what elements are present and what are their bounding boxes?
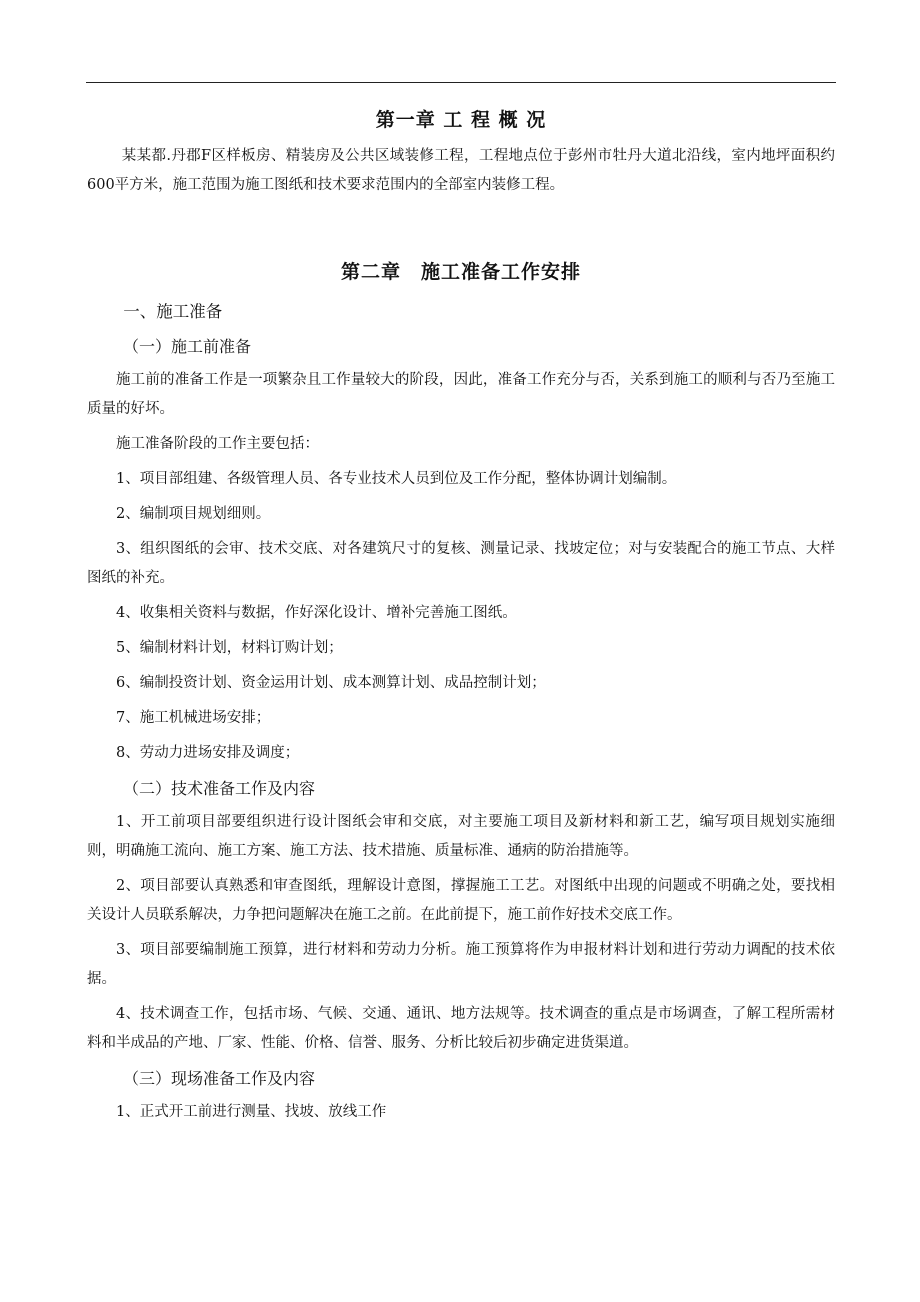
- list-item: 2、编制项目规划细则。: [116, 506, 271, 522]
- document-body: [87, 102, 835, 1133]
- chapter-1-title: 第一章 工 程 概 况: [375, 109, 547, 131]
- subsection-1-intro: 施工前的准备工作是一项繁杂且工作量较大的阶段，因此，准备工作充分与否，关系到施工的顺利与否乃至施工质量的好坏。: [87, 372, 835, 417]
- subsection-3-title: （三）现场准备工作及内容: [123, 1069, 316, 1088]
- list-item: 5、编制材料计划，材料订购计划；: [116, 640, 343, 656]
- subsection-2-title: （二）技术准备工作及内容: [123, 779, 316, 798]
- subsection-1-title: （一）施工前准备: [123, 337, 252, 356]
- list-item: 1、项目部组建、各级管理人员、各专业技术人员到位及工作分配，整体协调计划编制。: [116, 471, 677, 487]
- list-item: 6、编制投资计划、资金运用计划、成本测算计划、成品控制计划；: [116, 675, 546, 691]
- chapter-2-title: 第二章 施工准备工作安排: [340, 261, 581, 283]
- list-item: 3、项目部要编制施工预算，进行材料和劳动力分析。施工预算将作为申报材料计划和进行劳动力调配的技术依据。: [87, 942, 835, 987]
- list-item: 7、施工机械进场安排；: [116, 710, 271, 726]
- subsection-1-lead: 施工准备阶段的工作主要包括：: [116, 436, 319, 452]
- header-rule: [86, 82, 836, 83]
- list-item: 8、劳动力进场安排及调度；: [116, 745, 300, 761]
- list-item: 4、收集相关资料与数据，作好深化设计、增补完善施工图纸。: [116, 605, 517, 621]
- chapter-1-paragraph: 某某都.丹郡F区样板房、精装房及公共区域装修工程，工程地点位于彭州市牡丹大道北沿线，室内地坪面积约600平方米，施工范围为施工图纸和技术要求范围内的全部室内装修工程。: [87, 148, 835, 193]
- list-item: 1、开工前项目部要组织进行设计图纸会审和交底，对主要施工项目及新材料和新工艺，编写项目规划实施细则，明确施工流向、施工方案、施工方法、技术措施、质量标准、通病的防治措施等。: [87, 814, 835, 859]
- list-item: 1、正式开工前进行测量、找坡、放线工作: [116, 1104, 387, 1120]
- list-item: 2、项目部要认真熟悉和审查图纸，理解设计意图，撑握施工工艺。对图纸中出现的问题或不明确之处，要找相关设计人员联系解决，力争把问题解决在施工之前。在此前提下，施工前作好技术交底工作。: [87, 878, 835, 923]
- list-item: 3、组织图纸的会审、技术交底、对各建筑尺寸的复核、测量记录、找坡定位；对与安装配合的施工节点、大样图纸的补充。: [87, 541, 835, 586]
- section-1-title: 一、施工准备: [123, 302, 223, 321]
- list-item: 4、技术调查工作，包括市场、气候、交通、通讯、地方法规等。技术调查的重点是市场调查，了解工程所需材料和半成品的产地、厂家、性能、价格、信誉、服务、分析比较后初步确定进货渠道。: [87, 1006, 835, 1051]
